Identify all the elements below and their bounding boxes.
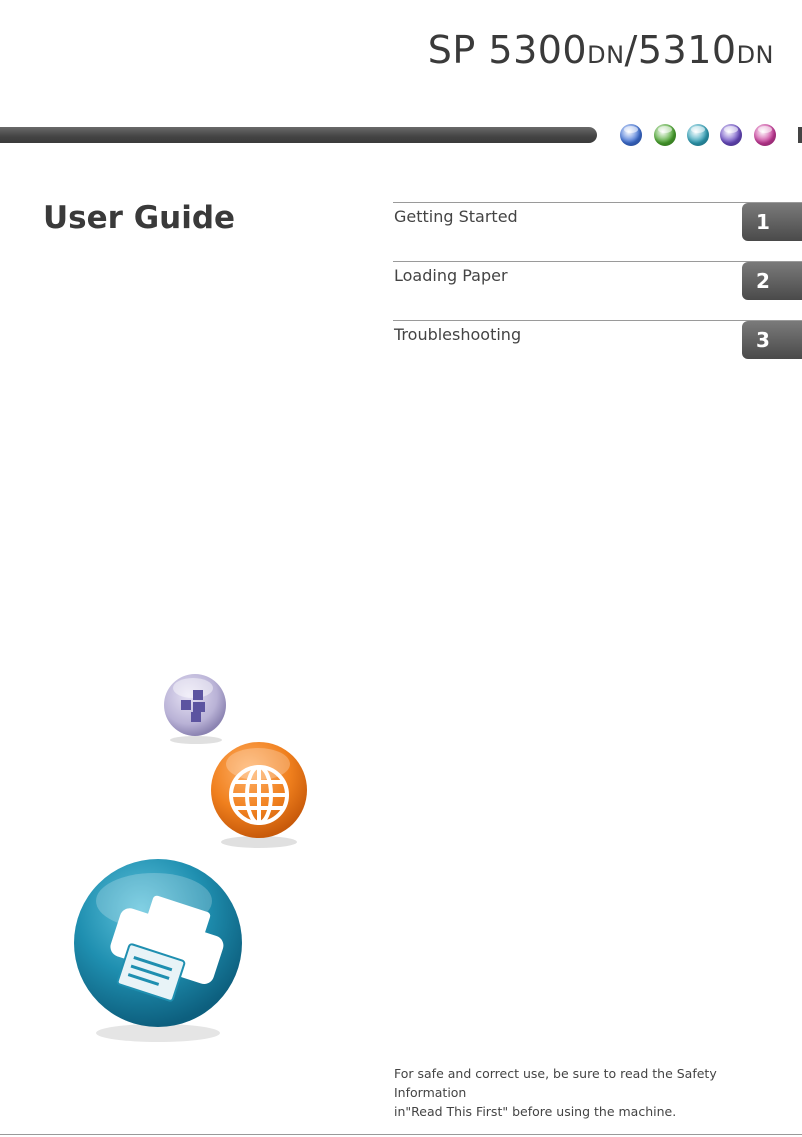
model-name — [428, 28, 774, 72]
blue-dot — [620, 124, 642, 146]
header-bar-end — [798, 127, 802, 143]
safety-notice — [394, 1064, 774, 1121]
toc-item-troubleshooting[interactable] — [393, 320, 802, 361]
page-title: User Guide — [43, 200, 236, 236]
toc-label: Troubleshooting — [394, 325, 522, 344]
toc-label: Getting Started — [394, 207, 518, 226]
globe-icon — [206, 738, 312, 854]
chapter-tab[interactable]: 2 — [742, 262, 802, 300]
magenta-dot — [754, 124, 776, 146]
purple-dot — [720, 124, 742, 146]
toc-label: Loading Paper — [394, 266, 508, 285]
chapter-tab[interactable]: 1 — [742, 203, 802, 241]
toc-item-loading-paper[interactable] — [393, 261, 802, 302]
header-bar — [0, 127, 597, 143]
model-number-2: /5310 — [624, 28, 737, 72]
footer-rule — [0, 1134, 802, 1135]
green-dot — [654, 124, 676, 146]
model-suffix-1: DN — [587, 41, 625, 69]
teal-dot — [687, 124, 709, 146]
safety-line-1: For safe and correct use, be sure to read the Safety Information — [394, 1066, 717, 1100]
model-number-1: SP 5300 — [427, 28, 588, 72]
toc-item-getting-started[interactable] — [393, 202, 802, 243]
chapter-tab[interactable]: 3 — [742, 321, 802, 359]
printer-icon — [70, 855, 248, 1049]
model-suffix-2: DN — [736, 41, 774, 69]
safety-line-2: in"Read This First" before using the machine. — [394, 1104, 677, 1119]
